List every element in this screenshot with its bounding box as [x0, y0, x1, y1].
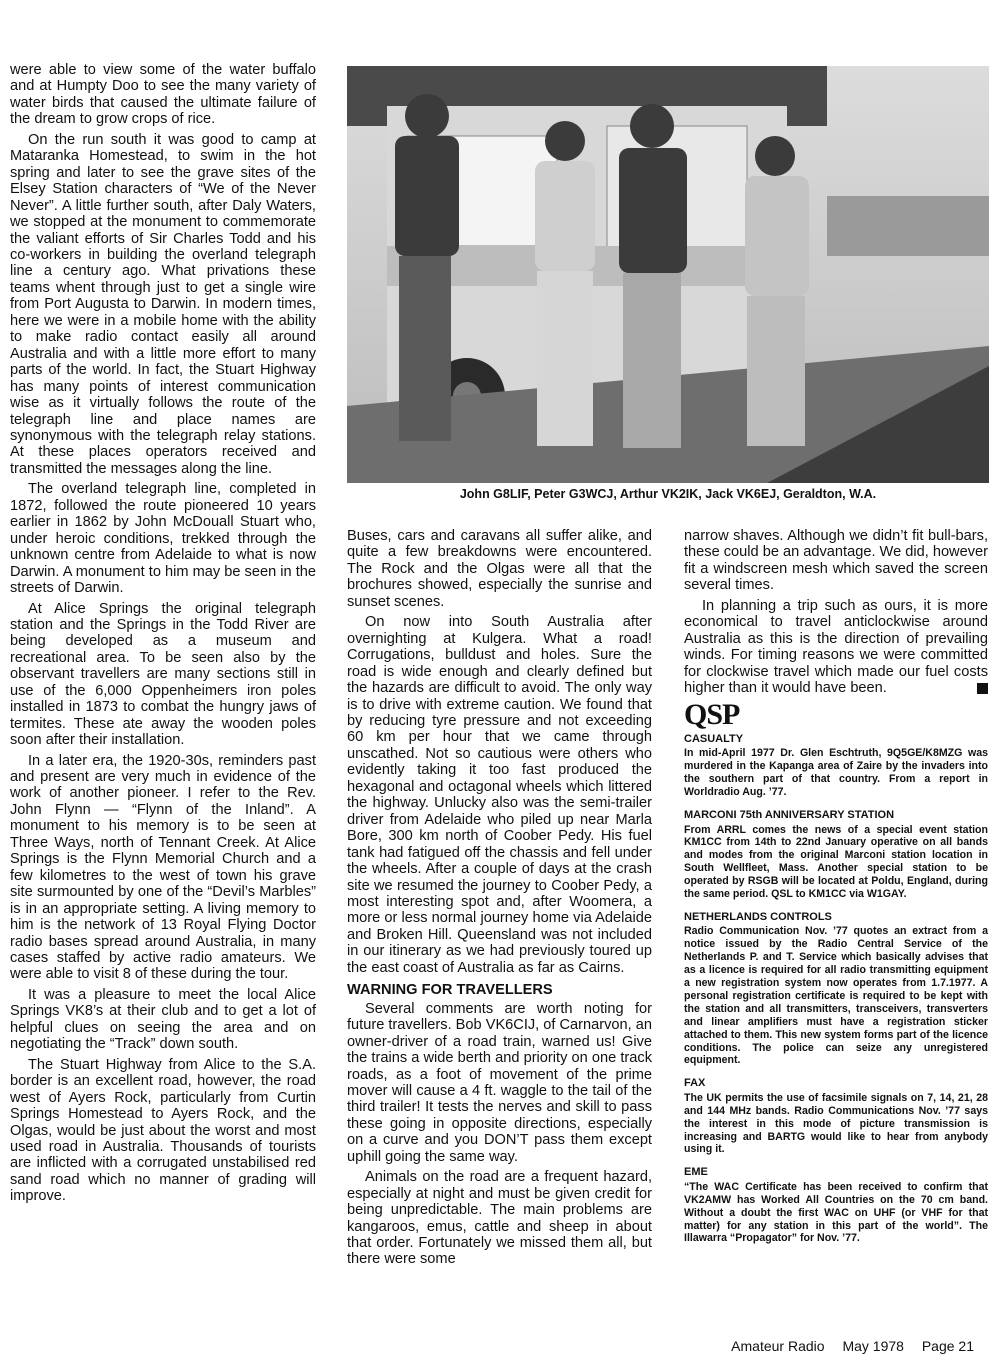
qsp-item-heading: CASUALTY: [684, 732, 744, 745]
publication-name: Amateur Radio: [731, 1338, 825, 1354]
paragraph: On the run south it was good to camp at Mataranka Homestead, to swim in the hot spring and later to see the grave sites of the Elsey Station characters of “We of the Never Never”. A little further south, after Daly Waters, we stopped at the monument to commemorate the valiant efforts of Sir Charles Todd and his co-workers in building the overland telegraph line a century ago. What privations these teams whent through just to get a single wire from Port Augusta to Darwin. In modern times, here we were in a mobile home with the ability to make radio contact easily all around Australia and with a little more effort to many parts of the world. In fact, the Stuart Highway has many points of interest communication wise as it virtually follows the route of the telegraph line and place names are synonymous with the telegraph relay stations. At these places operators received and transmitted the messages along the line.: [10, 131, 316, 477]
issue-date: May 1978: [842, 1338, 904, 1354]
paragraph: narrow shaves. Although we didn’t fit bull-bars, these could be an advantage. We did, however fit a windscreen mesh which saved the screen several times.: [684, 528, 988, 594]
qsp-item: [684, 1164, 988, 1245]
group-photo: [347, 66, 989, 483]
paragraph-text: In planning a trip such as ours, it is more economical to travel anticlockwise around Australia as this is the direction of prevailing winds. For timing reasons we were committed for clockwise travel which made our fuel costs higher than it would have been.: [684, 597, 988, 697]
qsp-item-text: In mid-April 1977 Dr. Glen Eschtruth, 9Q5GE/K8MZG was murdered in the Kapanga area of Zaire by the invaders into the southern part of that country. From a report in Worldradio Aug. ’77.: [684, 747, 988, 799]
qsp-item-text: The UK permits the use of facsimile signals on 7, 14, 21, 28 and 144 MHz bands. Radio Communications Nov. ’77 says the interest in this mode of picture transmission is increasing and BARTG would like to hear from anybody using it.: [684, 1091, 988, 1156]
paragraph: At Alice Springs the original telegraph station and the Springs in the Todd River are being developed as a museum and recreational area. To be seen also by the observant travellers are many sections still in use of the 6,000 Oppenheimers iron poles installed in 1873 to combat the hungry jaws of termites. These ate away the wooden poles soon after their installation.: [10, 600, 316, 749]
qsp-item-text: Radio Communication Nov. ’77 quotes an extract from a notice issued by the Radio Central Service of the Netherlands P. and T. Service which basically advises that as a licence is required for all radio transmitting equipment a new registration system now operates from 1.7.1977. A personal registration certificate is required to be kept with the station and all transmitters, transceivers, transverters and linear amplifiers must have a registration sticker attached to them. This new system forms part of the licence conditions. The police can seize any unregistered equipment.: [684, 925, 988, 1067]
paragraph: It was a pleasure to meet the local Alice Springs VK8’s at their club and to get a lot of helpful clues on seeing the area and on negotiating the “Track” down south.: [10, 986, 316, 1053]
paragraph: Animals on the road are a frequent hazard, especially at night and must be given credit for being unpredictable. The main problems are kangaroos, emus, cattle and sheep in about that order. Fortunately we missed them all, but there were some: [347, 1169, 652, 1268]
qsp-item-heading: MARCONI 75th ANNIVERSARY STATION: [684, 809, 895, 822]
paragraph: The Stuart Highway from Alice to the S.A. border is an excellent road, however, the road west of Ayers Rock, particularly from Curtin Springs Homestead to Ayers Rock, and the Olgas, would be just about the worst and most used road in Australia. Thousands of tourists are inflicted with a corrugated unstabilised red sand road which no manner of grading will improve.: [10, 1056, 316, 1205]
paragraph: Several comments are worth noting for future travellers. Bob VK6CIJ, of Carnarvon, an owner-driver of a road train, warned us! Give the trains a wide berth and priority on one track roads, as a foot of movement of the prime mover will cause a 4 ft. waggle to the tail of the third trailer! It tests the nerves and skill to pass these going in opposite directions, especially on a curve and you DON’T pass them except uphill going the same way.: [347, 1000, 652, 1165]
photo-caption: John G8LIF, Peter G3WCJ, Arthur VK2IK, Jack VK6EJ, Geraldton, W.A.: [459, 487, 877, 501]
qsp-item-heading: FAX: [684, 1077, 706, 1090]
paragraph: Buses, cars and caravans all suffer alike, and quite a few breakdowns were encountered. The Rock and the Olgas were all that the brochures showed, especially the sunrise and sunset scenes.: [347, 528, 652, 610]
paragraph: were able to view some of the water buffalo and at Humpty Doo to see the many variety of water birds that caused the ultimate failure of the dream to grow crops of rice.: [10, 62, 316, 128]
article-column-2: [347, 528, 652, 1272]
section-heading: WARNING FOR TRAVELLERS: [347, 982, 553, 999]
paragraph: In a later era, the 1920-30s, reminders past and present are very much in evidence of the work of another pioneer. I refer to the Rev. John Flynn — “Flynn of the Inland”. A monument to his memory is to be seen at Three Ways, north of Tennant Creek. At Alice Springs is the Flynn Memorial Church and a few kilometres to the west of town his grave site surmounted by one of the “Devil’s Marbles” is in an appropriate setting. A living memory to him is the network of 13 Royal Flying Doctor radio bases spread around Australia, in many cases staffed by active radio amateurs. We were able to visit 8 of these during the tour.: [10, 752, 316, 983]
qsp-item-text: “The WAC Certificate has been received to confirm that VK2AMW has Worked All Countries on the 70 cm band. Without a doubt the first WAC on UHF (or VHF for that matter) for any station in this part of the world”. The Illawarra “Propagator” for Nov. ’77.: [684, 1180, 988, 1245]
photo-illustration: [347, 66, 989, 483]
qsp-item: [684, 909, 988, 1067]
article-column-1: [10, 62, 316, 1209]
qsp-item: [684, 731, 988, 799]
qsp-item: [684, 807, 988, 901]
end-of-article-mark: [977, 683, 988, 694]
article-column-3: [684, 528, 988, 1245]
paragraph: The overland telegraph line, completed in 1872, followed the route pioneered 10 years earlier in 1862 by John McDouall Stuart who, under heroic conditions, trekked through the unknown centre from Adelaide to what is now Darwin. A monument to him may be seen in the streets of Darwin.: [10, 481, 316, 597]
qsp-item: [684, 1075, 988, 1156]
qsp-title: QSP: [684, 697, 740, 731]
page-number: Page 21: [921, 1338, 974, 1354]
page-footer: [717, 1338, 974, 1354]
qsp-item-heading: EME: [684, 1166, 708, 1179]
paragraph: [684, 598, 988, 697]
paragraph: On now into South Australia after overnighting at Kulgera. What a road! Corrugations, bulldust and holes. Sure the road is wide enough and clearly defined but the hazards are difficult to avoid. The only way is to drive with extreme caution. We found that by reducing tyre pressure and not exceeding 60 km per hour that we came through unscathed. Not so cautious were others who evidently taking it too fast produced the hexagonal and octagonal wheels which littered the highway. Unlucky also was the semi-trailer driver from Adelaide who piled up near Marla Bore, 300 km north of Coober Pedy. His fuel tank had fatigued off the chassis and fell under the wheels. After a couple of days at the crash site we resumed the journey to Coober Pedy, a most interesting spot and, after Woomera, a more or less normal journey home via Adelaide and Broken Hill. Queensland was not included in our itinerary as we had previously toured up the east coast of Australia as far as Cairns.: [347, 614, 652, 976]
qsp-item-heading: NETHERLANDS CONTROLS: [684, 910, 832, 923]
qsp-item-text: From ARRL comes the news of a special event station KM1CC from 14th to 22nd January operative on all bands and modes from the original Marconi station location in South Wellfleet, Mass. Another special station to be operated by RSGB will be located at Poldu, England, during the same period. QSL to KM1CC via W1GAY.: [684, 823, 988, 901]
